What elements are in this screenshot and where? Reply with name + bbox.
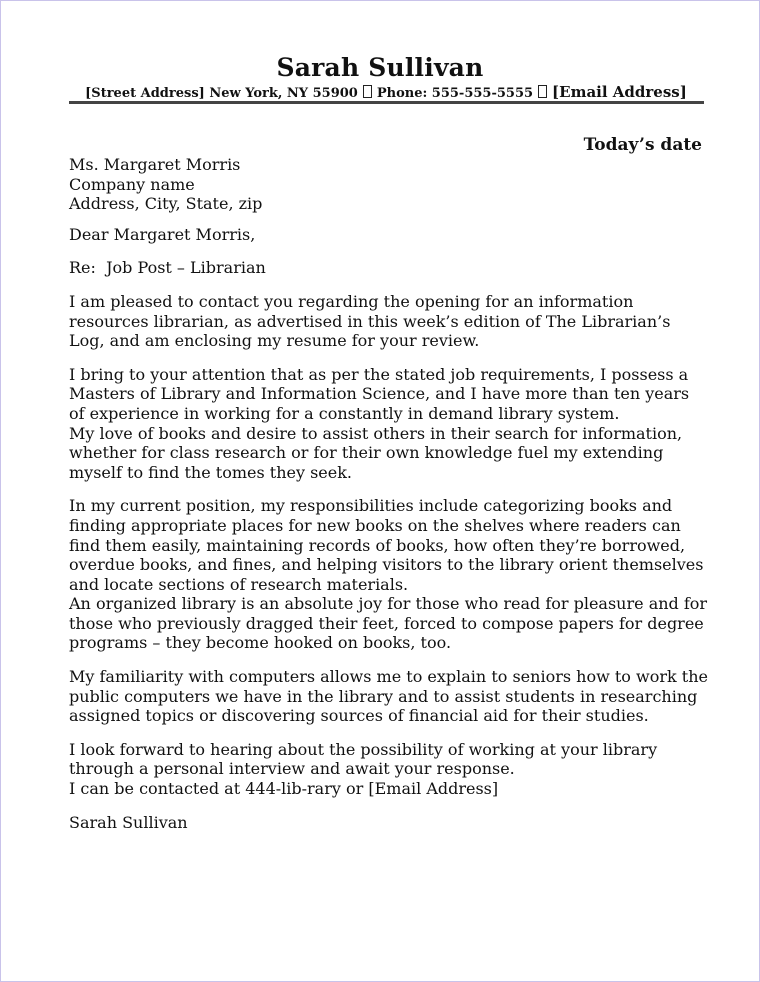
signature: Sarah Sullivan — [69, 812, 188, 832]
letter-body — [69, 155, 709, 832]
paragraph-closing: I look forward to hearing about the possibility of working at your library through a personal interview and await your response. — [69, 739, 658, 779]
sender-name: Sarah Sullivan — [276, 53, 484, 82]
separator-box-icon — [538, 85, 547, 98]
recipient-name: Ms. Margaret Morris — [69, 155, 241, 174]
sender-phone: Phone: 555-555-5555 — [376, 86, 534, 101]
paragraph-organized-library: An organized library is an absolute joy for those who read for pleasure and for those who previously dragged their feet, forced to compose papers for degree programs – they become hooked on books, too. — [69, 594, 708, 653]
recipient-company: Company name — [69, 174, 195, 194]
paragraph-intro: I am pleased to contact you regarding the opening for an information resources librarian, as advertised in this week’s edition of The Librarian’s Log, and am enclosing my resume for your review. — [69, 291, 671, 351]
contact-line — [69, 84, 703, 102]
paragraph-current-position: In my current position, my responsibilities include categorizing books and finding appropriate places for new books on the shelves where readers can find them easily, maintaining records of books, how often they’re borrowed, overdue books, and fines, and helping visitors to the library orient themselves and locate sections of research materials. — [69, 496, 704, 594]
sender-address: [Street Address] New York, NY 55900 — [85, 86, 358, 101]
subject-line: Re: Job Post – Librarian — [69, 258, 266, 278]
paragraph-contact: I can be contacted at 444-lib-rary or [Email Address] — [69, 779, 499, 799]
paragraph-motivation: My love of books and desire to assist others in their search for information, whether for class research or for their own knowledge fuel my extending myself to find the tomes they seek. — [69, 423, 683, 482]
salutation: Dear Margaret Morris, — [69, 224, 256, 244]
header-divider — [69, 101, 704, 104]
sender-email: [Email Address] — [552, 83, 687, 101]
paragraph-qualifications: I bring to your attention that as per the stated job requirements, I possess a Masters of Library and Information Science, and I have more than ten years of experience in working for a constantly in demand library system. — [69, 364, 690, 423]
paragraph-computers: My familiarity with computers allows me to explain to seniors how to work the public computers we have in the library and to assist students in researching assigned topics or discovering sources of financial aid for their studies. — [69, 667, 708, 726]
separator-box-icon — [363, 85, 372, 98]
letter-date: Today’s date — [583, 135, 702, 155]
recipient-address: Address, City, State, zip — [69, 194, 263, 214]
